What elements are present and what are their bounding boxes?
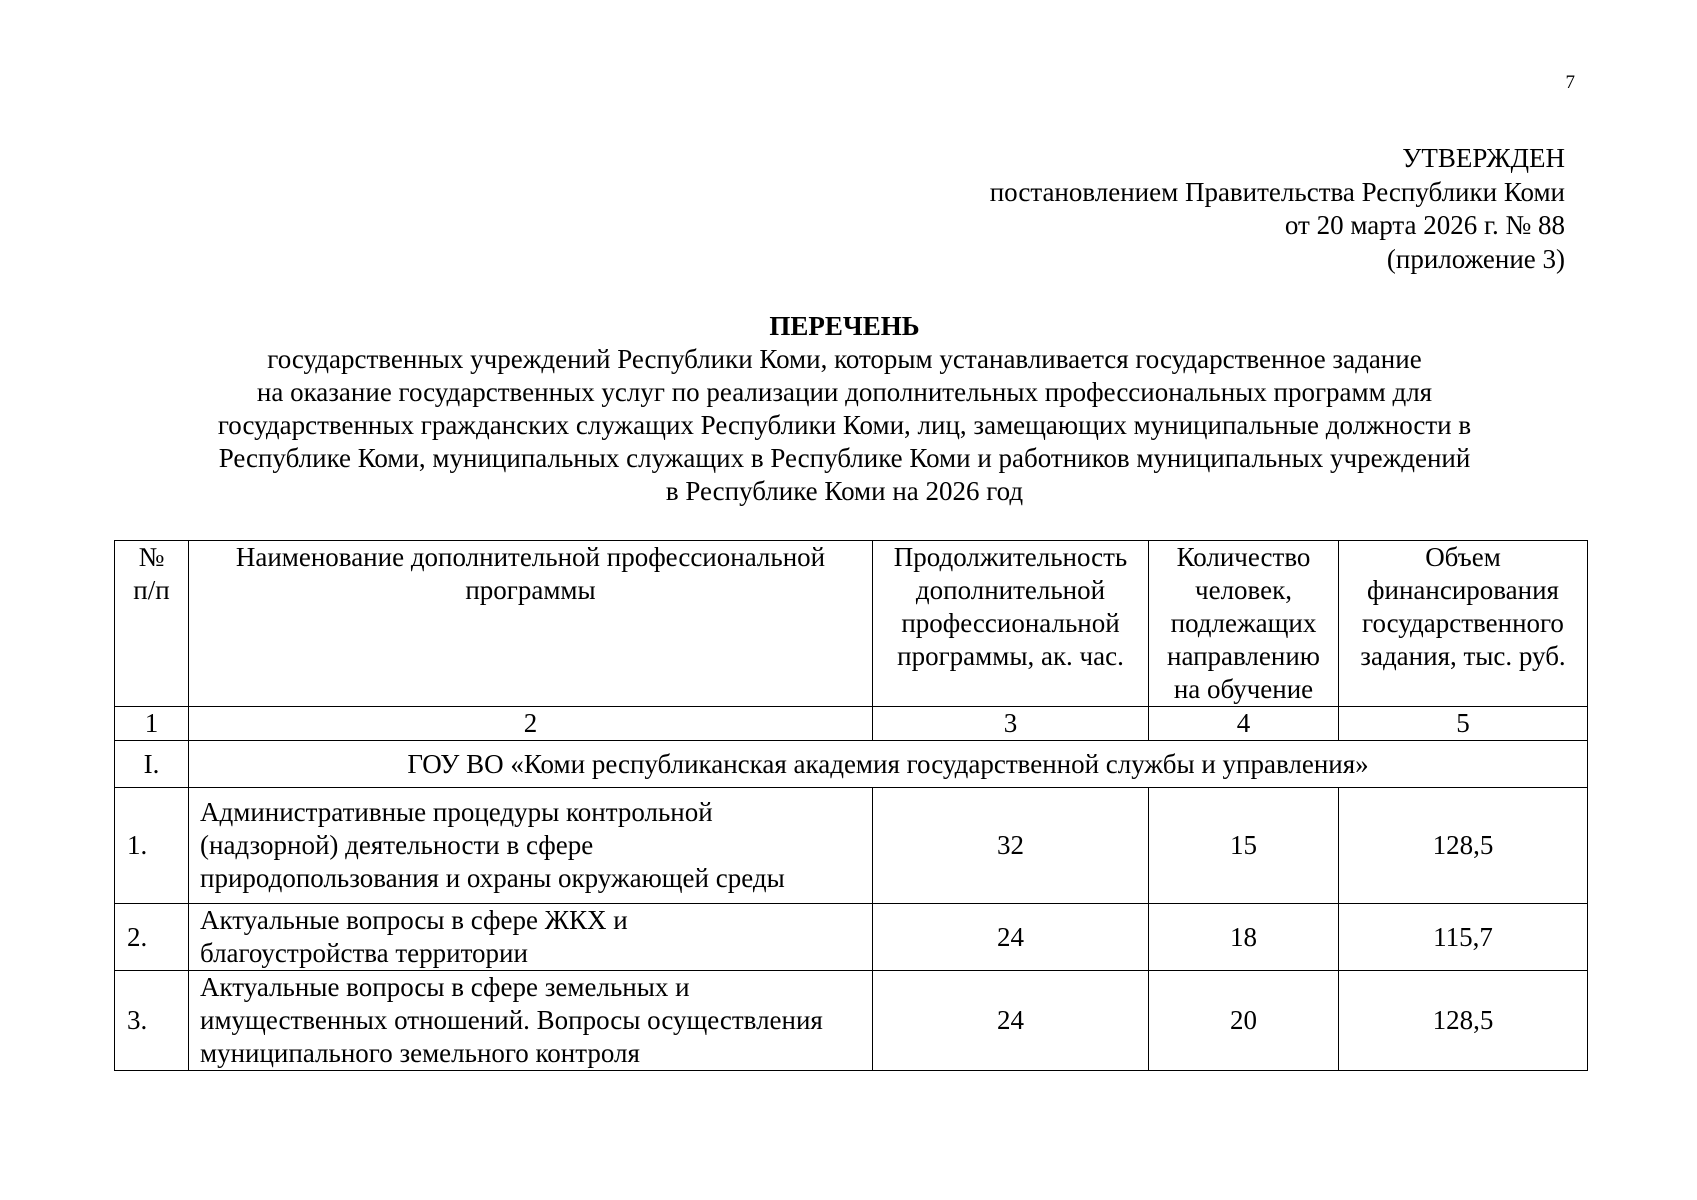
program-funding: 128,5 [1339,971,1588,1071]
approval-resolution: постановлением Правительства Республики Коми [989,176,1565,207]
table-row [115,904,1588,971]
approval-appendix: (приложение 3) [1386,243,1565,274]
header-funding: Объем финансирования государственного задания, тыс. руб. [1339,541,1588,707]
heading-line: государственных учреждений Республики Коми, которым устанавливается государственное задание [267,344,1422,374]
program-funding: 128,5 [1339,788,1588,904]
column-number: 1 [115,707,189,741]
program-people: 15 [1149,788,1339,904]
heading-line: в Республике Коми на 2026 год [665,476,1024,506]
programs-table [114,540,1588,1071]
header-people-count: Количество человек, подлежащих направлению на обучение [1149,541,1339,707]
program-hours: 24 [873,971,1149,1071]
program-hours: 32 [873,788,1149,904]
column-numbers-row [115,707,1588,741]
page-number: 7 [1565,72,1575,93]
document-title: ПЕРЕЧЕНЬ [769,311,920,341]
header-program-name: Наименование дополнительной профессиональной программы [189,541,873,707]
column-number: 4 [1149,707,1339,741]
program-name: Актуальные вопросы в сфере земельных и имущественных отношений. Вопросы осуществления муниципального земельного контроля [189,971,873,1071]
approval-date: от 20 марта 2026 г. № 88 [1284,210,1565,240]
table-row [115,971,1588,1071]
heading-line: государственных гражданских служащих Республики Коми, лиц, замещающих муниципальные должности в [217,410,1472,440]
column-number: 2 [189,707,873,741]
section-title: ГОУ ВО «Коми республиканская академия государственной службы и управления» [189,741,1588,788]
section-row [115,741,1588,788]
program-name: Актуальные вопросы в сфере ЖКХ и благоустройства территории [189,904,873,971]
row-number: 3. [115,971,189,1071]
section-number: I. [115,741,189,788]
program-hours: 24 [873,904,1149,971]
program-people: 18 [1149,904,1339,971]
column-number: 5 [1339,707,1588,741]
document-heading [140,310,1549,508]
row-number: 1. [115,788,189,904]
header-number: № п/п [115,541,189,707]
row-number: 2. [115,904,189,971]
table-row [115,788,1588,904]
table-header-row [115,541,1588,707]
program-name: Административные процедуры контрольной (надзорной) деятельности в сфере природопользования и охраны окружающей среды [189,788,873,904]
approval-stamp [990,142,1565,276]
heading-line: на оказание государственных услуг по реализации дополнительных профессиональных программ для [256,377,1433,407]
heading-line: Республике Коми, муниципальных служащих в Республике Коми и работников муниципальных учреждений [218,443,1471,473]
program-people: 20 [1149,971,1339,1071]
program-funding: 115,7 [1339,904,1588,971]
approval-title: УТВЕРЖДЕН [1402,143,1565,173]
column-number: 3 [873,707,1149,741]
header-duration: Продолжительность дополнительной профессиональной программы, ак. час. [873,541,1149,707]
